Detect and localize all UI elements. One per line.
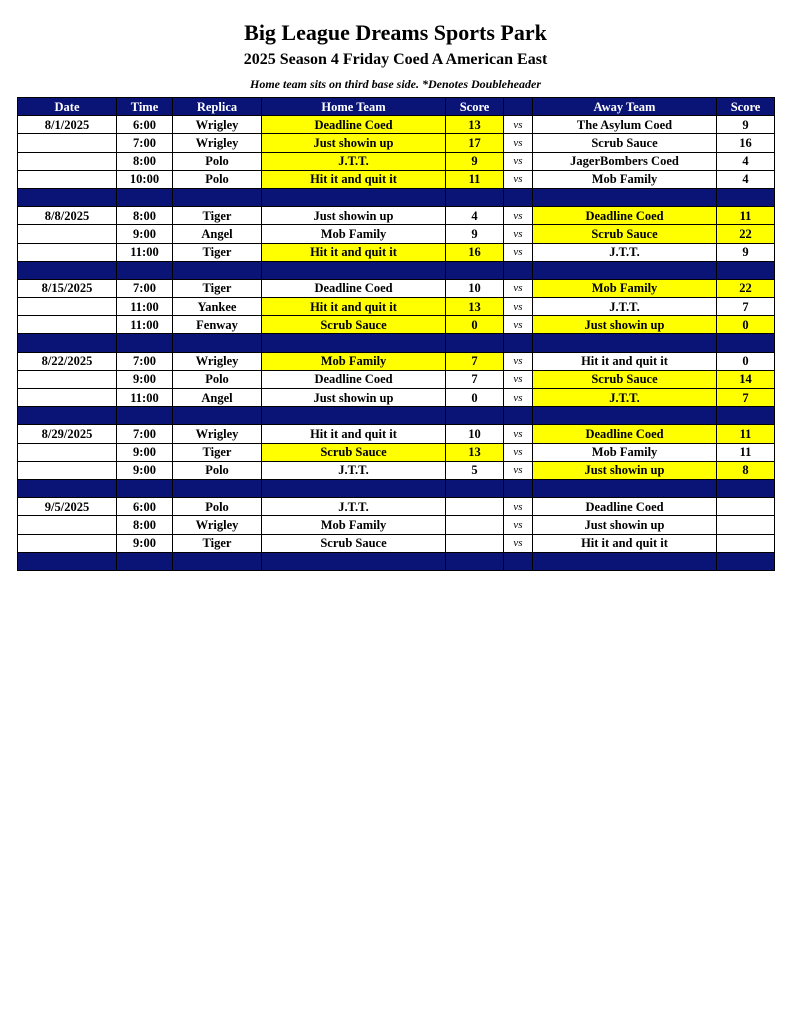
separator-cell xyxy=(533,334,717,352)
home-team: Hit it and quit it xyxy=(262,298,446,316)
game-time: 9:00 xyxy=(117,461,173,479)
game-date xyxy=(18,534,117,552)
vs-label: vs xyxy=(504,534,533,552)
away-score: 4 xyxy=(717,152,775,170)
home-score: 9 xyxy=(446,225,504,243)
separator-cell xyxy=(717,407,775,425)
separator-cell xyxy=(117,552,173,570)
separator-cell xyxy=(504,188,533,206)
separator-cell xyxy=(504,552,533,570)
game-time: 11:00 xyxy=(117,243,173,261)
game-time: 8:00 xyxy=(117,207,173,225)
separator-cell xyxy=(18,407,117,425)
table-row xyxy=(18,279,775,297)
game-date xyxy=(18,316,117,334)
away-team: Mob Family xyxy=(533,279,717,297)
away-score: 7 xyxy=(717,298,775,316)
vs-label: vs xyxy=(504,207,533,225)
game-date xyxy=(18,389,117,407)
separator-cell xyxy=(446,552,504,570)
separator-cell xyxy=(18,552,117,570)
home-score: 10 xyxy=(446,279,504,297)
separator-cell xyxy=(504,479,533,497)
home-score: 5 xyxy=(446,461,504,479)
away-score: 11 xyxy=(717,425,775,443)
separator-cell xyxy=(173,479,262,497)
home-team: Deadline Coed xyxy=(262,279,446,297)
away-team: Deadline Coed xyxy=(533,425,717,443)
separator-cell xyxy=(446,407,504,425)
away-score: 4 xyxy=(717,170,775,188)
home-score xyxy=(446,516,504,534)
home-team: J.T.T. xyxy=(262,498,446,516)
separator-cell xyxy=(117,407,173,425)
table-row xyxy=(18,207,775,225)
game-date xyxy=(18,152,117,170)
separator-cell xyxy=(173,407,262,425)
table-row xyxy=(18,134,775,152)
away-team: JagerBombers Coed xyxy=(533,152,717,170)
game-date: 8/15/2025 xyxy=(18,279,117,297)
separator-cell xyxy=(717,334,775,352)
vs-label: vs xyxy=(504,352,533,370)
away-score-column-header: Score xyxy=(717,98,775,116)
table-row xyxy=(18,316,775,334)
schedule-note: Home team sits on third base side. *Denotes Doubleheader xyxy=(250,77,541,91)
separator-cell xyxy=(717,552,775,570)
home-team: Mob Family xyxy=(262,225,446,243)
home-team: Hit it and quit it xyxy=(262,170,446,188)
separator-cell xyxy=(262,552,446,570)
game-date xyxy=(18,461,117,479)
home-team: J.T.T. xyxy=(262,461,446,479)
replica-column-header: Replica xyxy=(173,98,262,116)
game-date: 9/5/2025 xyxy=(18,498,117,516)
vs-label: vs xyxy=(504,370,533,388)
separator-cell xyxy=(533,479,717,497)
vs-label: vs xyxy=(504,279,533,297)
game-time: 11:00 xyxy=(117,316,173,334)
away-score: 11 xyxy=(717,207,775,225)
away-score: 0 xyxy=(717,316,775,334)
away-score xyxy=(717,498,775,516)
table-row xyxy=(18,443,775,461)
home-score-column-header: Score xyxy=(446,98,504,116)
home-team: Deadline Coed xyxy=(262,116,446,134)
game-time: 6:00 xyxy=(117,116,173,134)
week-separator-row xyxy=(18,261,775,279)
game-replica-field: Tiger xyxy=(173,243,262,261)
game-date xyxy=(18,225,117,243)
vs-label: vs xyxy=(504,134,533,152)
away-team: J.T.T. xyxy=(533,389,717,407)
home-score xyxy=(446,498,504,516)
home-team: Deadline Coed xyxy=(262,370,446,388)
separator-cell xyxy=(173,334,262,352)
vs-label: vs xyxy=(504,243,533,261)
separator-cell xyxy=(173,261,262,279)
home-team: Scrub Sauce xyxy=(262,443,446,461)
home-score: 13 xyxy=(446,298,504,316)
separator-cell xyxy=(262,334,446,352)
game-time: 7:00 xyxy=(117,352,173,370)
game-replica-field: Angel xyxy=(173,225,262,243)
vs-label: vs xyxy=(504,443,533,461)
home-score: 17 xyxy=(446,134,504,152)
away-score xyxy=(717,534,775,552)
home-team: Hit it and quit it xyxy=(262,425,446,443)
game-replica-field: Wrigley xyxy=(173,516,262,534)
week-separator-row xyxy=(18,552,775,570)
game-date xyxy=(18,370,117,388)
game-time: 9:00 xyxy=(117,370,173,388)
game-date xyxy=(18,170,117,188)
separator-cell xyxy=(504,407,533,425)
game-time: 9:00 xyxy=(117,534,173,552)
away-team: Mob Family xyxy=(533,443,717,461)
vs-label: vs xyxy=(504,516,533,534)
separator-cell xyxy=(173,552,262,570)
page-title: Big League Dreams Sports Park xyxy=(244,20,547,45)
game-time: 8:00 xyxy=(117,516,173,534)
game-time: 9:00 xyxy=(117,443,173,461)
separator-cell xyxy=(533,552,717,570)
table-row xyxy=(18,170,775,188)
away-score: 22 xyxy=(717,225,775,243)
vs-label: vs xyxy=(504,298,533,316)
game-replica-field: Fenway xyxy=(173,316,262,334)
game-date xyxy=(18,443,117,461)
away-team: The Asylum Coed xyxy=(533,116,717,134)
home-score: 16 xyxy=(446,243,504,261)
table-row xyxy=(18,152,775,170)
separator-cell xyxy=(262,188,446,206)
game-replica-field: Polo xyxy=(173,152,262,170)
home-score: 13 xyxy=(446,443,504,461)
separator-cell xyxy=(446,188,504,206)
game-replica-field: Tiger xyxy=(173,534,262,552)
game-date xyxy=(18,243,117,261)
separator-cell xyxy=(117,188,173,206)
away-team: J.T.T. xyxy=(533,298,717,316)
away-team: Deadline Coed xyxy=(533,207,717,225)
home-team: Just showin up xyxy=(262,389,446,407)
game-time: 11:00 xyxy=(117,298,173,316)
separator-cell xyxy=(717,479,775,497)
schedule-body xyxy=(18,116,775,571)
home-score: 11 xyxy=(446,170,504,188)
game-replica-field: Wrigley xyxy=(173,134,262,152)
separator-cell xyxy=(446,261,504,279)
separator-cell xyxy=(504,261,533,279)
vs-label: vs xyxy=(504,461,533,479)
separator-cell xyxy=(504,334,533,352)
schedule-table xyxy=(17,97,775,571)
away-score: 8 xyxy=(717,461,775,479)
away-team: Just showin up xyxy=(533,461,717,479)
away-team: J.T.T. xyxy=(533,243,717,261)
vs-label: vs xyxy=(504,498,533,516)
separator-cell xyxy=(533,188,717,206)
away-score: 11 xyxy=(717,443,775,461)
home-team: Just showin up xyxy=(262,134,446,152)
separator-cell xyxy=(173,188,262,206)
game-date: 8/1/2025 xyxy=(18,116,117,134)
table-row xyxy=(18,516,775,534)
separator-cell xyxy=(117,261,173,279)
table-header-row xyxy=(18,98,775,116)
vs-label: vs xyxy=(504,316,533,334)
separator-cell xyxy=(117,479,173,497)
away-score: 7 xyxy=(717,389,775,407)
vs-column-header xyxy=(504,98,533,116)
vs-label: vs xyxy=(504,389,533,407)
home-score: 4 xyxy=(446,207,504,225)
table-row xyxy=(18,425,775,443)
game-date xyxy=(18,516,117,534)
home-score: 10 xyxy=(446,425,504,443)
game-replica-field: Polo xyxy=(173,461,262,479)
away-score: 14 xyxy=(717,370,775,388)
vs-label: vs xyxy=(504,225,533,243)
separator-cell xyxy=(446,334,504,352)
away-score: 0 xyxy=(717,352,775,370)
table-row xyxy=(18,498,775,516)
game-date xyxy=(18,134,117,152)
vs-label: vs xyxy=(504,116,533,134)
game-time: 6:00 xyxy=(117,498,173,516)
separator-cell xyxy=(262,479,446,497)
separator-cell xyxy=(262,407,446,425)
vs-label: vs xyxy=(504,170,533,188)
away-team: Scrub Sauce xyxy=(533,225,717,243)
home-team: J.T.T. xyxy=(262,152,446,170)
home-team: Mob Family xyxy=(262,516,446,534)
game-time: 7:00 xyxy=(117,134,173,152)
separator-cell xyxy=(18,479,117,497)
vs-label: vs xyxy=(504,152,533,170)
game-replica-field: Polo xyxy=(173,170,262,188)
week-separator-row xyxy=(18,407,775,425)
away-score: 9 xyxy=(717,243,775,261)
away-score: 22 xyxy=(717,279,775,297)
game-replica-field: Wrigley xyxy=(173,116,262,134)
game-replica-field: Tiger xyxy=(173,279,262,297)
table-row xyxy=(18,534,775,552)
game-date: 8/22/2025 xyxy=(18,352,117,370)
away-score: 16 xyxy=(717,134,775,152)
week-separator-row xyxy=(18,479,775,497)
home-score: 0 xyxy=(446,389,504,407)
separator-cell xyxy=(533,261,717,279)
away-team-column-header: Away Team xyxy=(533,98,717,116)
away-team: Mob Family xyxy=(533,170,717,188)
table-row xyxy=(18,389,775,407)
home-score: 13 xyxy=(446,116,504,134)
vs-label: vs xyxy=(504,425,533,443)
separator-cell xyxy=(117,334,173,352)
game-replica-field: Angel xyxy=(173,389,262,407)
away-team: Scrub Sauce xyxy=(533,370,717,388)
home-score xyxy=(446,534,504,552)
game-replica-field: Tiger xyxy=(173,443,262,461)
away-team: Just showin up xyxy=(533,516,717,534)
table-row xyxy=(18,298,775,316)
table-row xyxy=(18,225,775,243)
time-column-header: Time xyxy=(117,98,173,116)
date-column-header: Date xyxy=(18,98,117,116)
game-time: 9:00 xyxy=(117,225,173,243)
game-date xyxy=(18,298,117,316)
table-row xyxy=(18,461,775,479)
away-team: Scrub Sauce xyxy=(533,134,717,152)
home-team: Mob Family xyxy=(262,352,446,370)
separator-cell xyxy=(18,261,117,279)
game-replica-field: Yankee xyxy=(173,298,262,316)
game-replica-field: Polo xyxy=(173,498,262,516)
away-team: Hit it and quit it xyxy=(533,352,717,370)
home-team-column-header: Home Team xyxy=(262,98,446,116)
separator-cell xyxy=(18,334,117,352)
table-row xyxy=(18,116,775,134)
game-time: 8:00 xyxy=(117,152,173,170)
game-replica-field: Polo xyxy=(173,370,262,388)
home-team: Hit it and quit it xyxy=(262,243,446,261)
home-score: 9 xyxy=(446,152,504,170)
game-time: 10:00 xyxy=(117,170,173,188)
separator-cell xyxy=(533,407,717,425)
game-date: 8/29/2025 xyxy=(18,425,117,443)
home-team: Just showin up xyxy=(262,207,446,225)
separator-cell xyxy=(717,261,775,279)
game-replica-field: Tiger xyxy=(173,207,262,225)
game-replica-field: Wrigley xyxy=(173,425,262,443)
separator-cell xyxy=(446,479,504,497)
home-team: Scrub Sauce xyxy=(262,316,446,334)
separator-cell xyxy=(717,188,775,206)
table-row xyxy=(18,243,775,261)
away-team: Just showin up xyxy=(533,316,717,334)
home-score: 0 xyxy=(446,316,504,334)
game-time: 11:00 xyxy=(117,389,173,407)
home-score: 7 xyxy=(446,352,504,370)
game-time: 7:00 xyxy=(117,425,173,443)
game-time: 7:00 xyxy=(117,279,173,297)
game-date: 8/8/2025 xyxy=(18,207,117,225)
week-separator-row xyxy=(18,188,775,206)
separator-cell xyxy=(262,261,446,279)
table-row xyxy=(18,370,775,388)
table-row xyxy=(18,352,775,370)
home-team: Scrub Sauce xyxy=(262,534,446,552)
home-score: 7 xyxy=(446,370,504,388)
separator-cell xyxy=(18,188,117,206)
away-score: 9 xyxy=(717,116,775,134)
game-replica-field: Wrigley xyxy=(173,352,262,370)
away-score xyxy=(717,516,775,534)
away-team: Hit it and quit it xyxy=(533,534,717,552)
page-subtitle: 2025 Season 4 Friday Coed A American East xyxy=(243,51,548,68)
week-separator-row xyxy=(18,334,775,352)
away-team: Deadline Coed xyxy=(533,498,717,516)
